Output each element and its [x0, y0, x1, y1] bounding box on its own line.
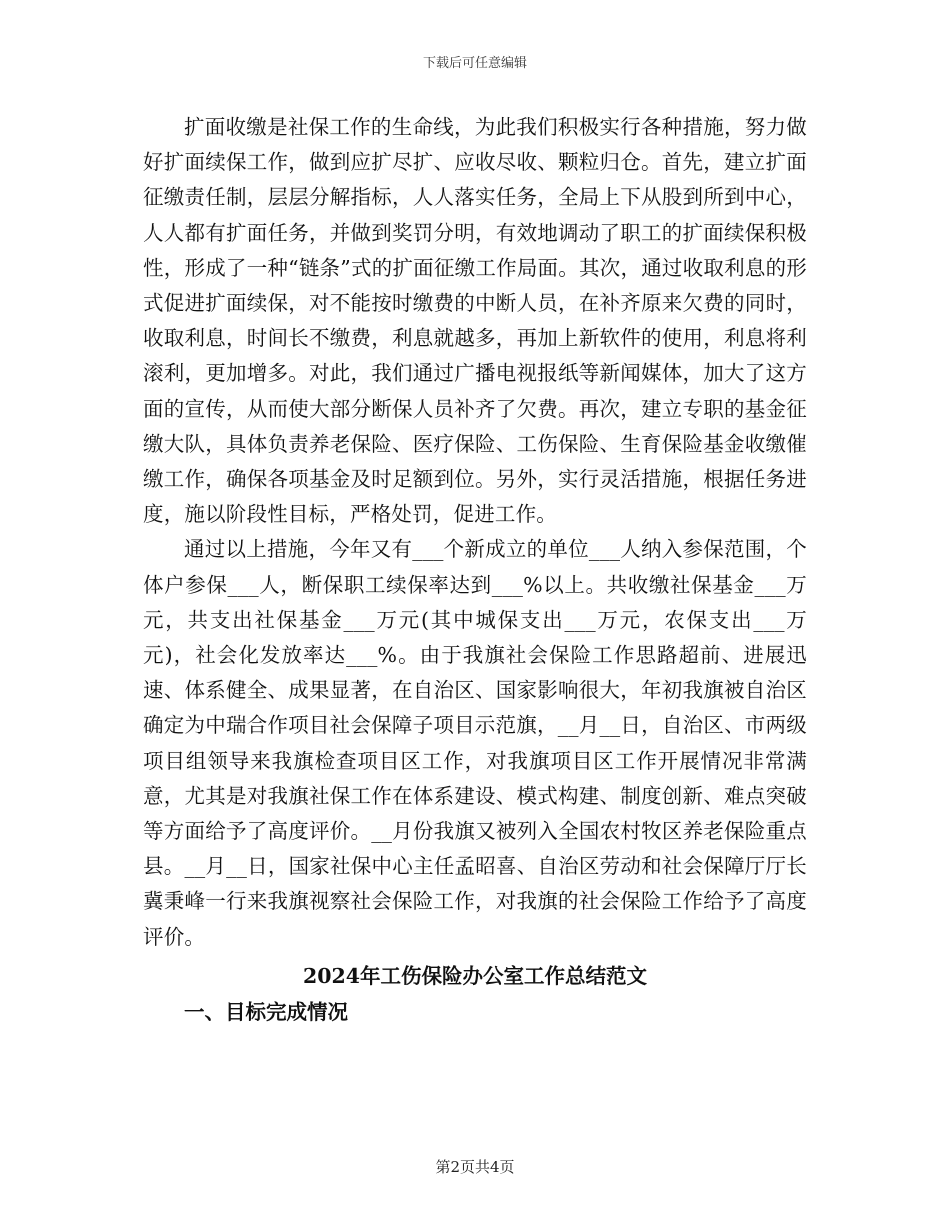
paragraph-1: 扩面收缴是社保工作的生命线，为此我们积极实行各种措施，努力做好扩面续保工作，做到应扩尽扩、应收尽收、颗粒归仓。首先，建立扩面征缴责任制，层层分解指标，人人落实任务，全局上下从股到所到中心，人人都有扩面任务，并做到奖罚分明，有效地调动了职工的扩面续保积极性，形成了一种“链条”式的扩面征缴工作局面。其次，通过收取利息的形式促进扩面续保，对不能按时缴费的中断人员，在补齐原来欠费的同时，收取利息，时间长不缴费，利息就越多，再加上新软件的使用，利息将利滚利，更加增多。对此，我们通过广播电视报纸等新闻媒体，加大了这方面的宣传，从而使大部分断保人员补齐了欠费。再次，建立专职的基金征缴大队，具体负责养老保险、医疗保险、工伤保险、生育保险基金收缴催缴工作，确保各项基金及时足额到位。另外，实行灵活措施，根据任务进度，施以阶段性目标，严格处罚，促进工作。	[143, 115, 807, 527]
header-note: 下载后可任意编辑	[422, 56, 527, 71]
document-title: 2024年工伤保险办公室工作总结范文	[302, 963, 648, 988]
paragraph-2: 通过以上措施，今年又有___个新成立的单位___人纳入参保范围，个体户参保___人，断保职工续保率达到___%以上。共收缴社保基金___万元，共支出社保基金___万元(其中城保支出___万元，农保支出___万元)，社会化发放率达___%。由于我旗社会保险工作思路超前、进展迅速、体系健全、成果显著，在自治区、国家影响很大，年初我旗被自治区确定为中瑞合作项目社会保障子项目示范旗，__月__日，自治区、市两级项目组领导来我旗检查项目区工作，对我旗项目区工作开展情况非常满意，尤其是对我旗社保工作在体系建设、模式构建、制度创新、难点突破等方面给予了高度评价。__月份我旗又被列入全国农村牧区养老保险重点县。__月__日，国家社保中心主任孟昭喜、自治区劳动和社会保障厅厅长冀秉峰一行来我旗视察社会保险工作，对我旗的社会保险工作给予了高度评价。	[143, 537, 807, 949]
page-number: 第2页共4页	[435, 1158, 515, 1176]
section-heading: 一、目标完成情况	[184, 999, 348, 1024]
document-body	[143, 110, 807, 1030]
